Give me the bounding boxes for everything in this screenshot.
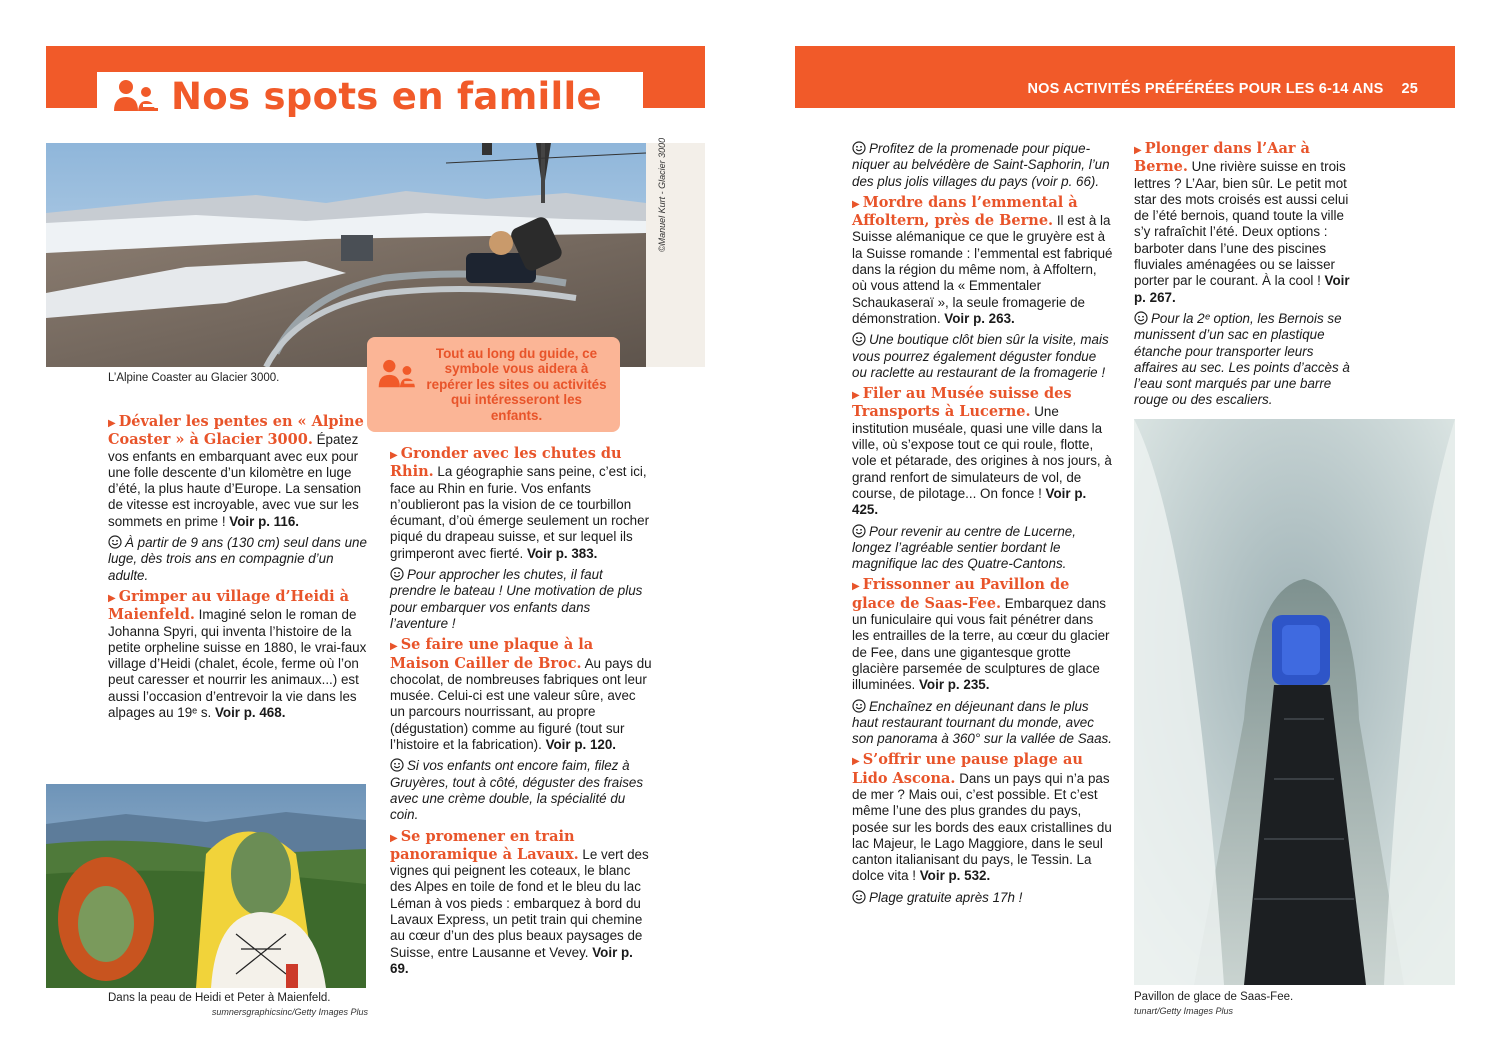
triangle-bullet-icon: ▶ — [852, 390, 860, 402]
running-header — [1027, 81, 1418, 97]
kids-tip: Pour revenir au centre de Lucerne, longez l’agréable sentier bordant le magnifique lac des Quatre-Cantons. — [852, 523, 1076, 572]
smiley-icon — [852, 890, 866, 904]
heidi-caption — [108, 991, 368, 1019]
entry-ice-pavilion — [852, 577, 1114, 693]
triangle-bullet-icon: ▶ — [852, 756, 860, 768]
page-reference: Voir p. 120. — [545, 737, 617, 753]
column-3 — [852, 141, 1114, 911]
kids-tip: Pour approcher les chutes, il faut prendre le bateau ! Une motivation de plus pour embarquer vos enfants dans l’aventure ! — [390, 567, 643, 631]
coaster-caption — [108, 371, 279, 385]
page-reference: Voir p. 116. — [229, 513, 300, 529]
page-reference: Voir p. 532. — [919, 868, 991, 884]
page-reference: Voir p. 425. — [852, 485, 1087, 518]
kids-tip: Profitez de la promenade pour pique-niquer au belvédère de Saint-Saphorin, l’un des plus jolis villages du pays (voir p. 66). — [852, 141, 1110, 189]
entry-heading: ▶ Se faire une plaque à la Maison Cailler de Broc. — [390, 636, 594, 672]
smiley-icon — [1134, 311, 1148, 325]
page-reference: Voir p. 235. — [918, 677, 990, 693]
kids-tip: Si vos enfants ont encore faim, filez à Gruyères, tout à côté, déguster des fraises avec une crème double, la spécialité du coin. — [390, 758, 644, 823]
heidi-caption-text: Dans la peau de Heidi et Peter à Maienfeld. — [108, 992, 331, 1004]
entry-maison-cailler — [390, 637, 652, 753]
triangle-bullet-icon: ▶ — [852, 198, 860, 210]
kids-tip: À partir de 9 ans (130 cm) seul dans une luge, dès trois ans en compagnie d’un adulte. — [108, 535, 367, 583]
heidi-photo — [46, 784, 366, 988]
right-header-band — [795, 46, 1455, 108]
kids-tip: Pour la 2ᵉ option, les Bernois se munissent d’un sac en plastique étanche pour transporter leurs affaires au sec. Les points d’accès à l’eau sont marqués par une barre rouge ou des escaliers. — [1134, 310, 1350, 408]
page-reference: Voir p. 468. — [214, 705, 286, 721]
smiley-icon — [852, 141, 866, 155]
entry-body: Il est à la Suisse alémanique ce que le gruyère est à la Suisse romande : l’emmental est fabriqué dans la région du même nom, à Affoltern, où vous attend la « Emmentaler Schaukaseraï », la seule fromagerie de démonstration. — [852, 213, 1113, 326]
smiley-icon — [390, 758, 404, 772]
heidi-photo-credit: sumnersgraphicsinc/Getty Images Plus — [211, 1007, 368, 1017]
entry-body: La géographie sans peine, c’est ici, face au Rhin en furie. Vos enfants n’oublieront pas la vision de ce tourbillon écumant, d’où émerge seulement un rocher piqué du drapeau suisse, et sur lequel ils grimperont avec fierté. — [390, 464, 650, 561]
ice-caption — [1134, 990, 1293, 1018]
entry-heading: ▶ Gronder avec les chutes du Rhin. — [390, 445, 622, 481]
entry-body: Au pays du chocolat, de nombreuses fabriques ont leur musée. Celui-ci est une valeur sûre, avec un parcours nourrissant, au propre (dégustation) comme au figuré (tout sur l’histoire et la fabrication). — [390, 655, 652, 753]
entry-heading: ▶ Dévaler les pentes en « Alpine Coaster » à Glacier 3000. — [108, 413, 364, 449]
entry-heading: ▶ Plonger dans l’Aar à Berne. — [1134, 140, 1310, 176]
column-2 — [390, 446, 652, 982]
triangle-bullet-icon: ▶ — [108, 592, 116, 604]
triangle-bullet-icon: ▶ — [390, 641, 398, 653]
entry-heading: ▶ Frissonner au Pavillon de glace de Saas-Fee. — [852, 576, 1070, 612]
entry-alpine-coaster — [108, 414, 368, 530]
entry-body: Imaginé selon le roman de Johanna Spyri, qui inventa l’histoire de la petite orpheline suisse en 1880, le vrai-faux village d’Heidi (chalet, école, ferme où l’on peut caresser et nourrir les animaux...) est aussi l’occasion d’entrevoir la vie dans les alpages au 19ᵉ s. — [108, 607, 367, 721]
triangle-bullet-icon: ▶ — [1134, 145, 1142, 156]
page-number: 25 — [1401, 81, 1418, 97]
column-4 — [1134, 141, 1354, 414]
page-title: Nos spots en famille — [171, 74, 602, 118]
family-icon — [113, 79, 161, 113]
triangle-bullet-icon: ▶ — [390, 832, 398, 844]
smiley-icon — [852, 699, 866, 713]
page-reference: Voir p. 69. — [390, 944, 633, 976]
smiley-icon — [852, 524, 866, 538]
kids-tip: Enchaînez en déjeunant dans le plus haut restaurant tournant du monde, avec son panorama à 360° sur la vallée de Saas. — [852, 698, 1112, 747]
ice-pavilion-photo — [1134, 419, 1455, 985]
entry-heading: ▶ Filer au Musée suisse des Transports à Lucerne. — [852, 385, 1072, 421]
coaster-caption-text: L’Alpine Coaster au Glacier 3000. — [108, 372, 280, 384]
smiley-icon — [852, 332, 866, 346]
triangle-bullet-icon: ▶ — [108, 418, 116, 429]
kids-tip: Une boutique clôt bien sûr la visite, mais vous pourrez également déguster fondue ou raclette au restaurant de la fromagerie ! — [852, 332, 1109, 380]
kids-tip: Plage gratuite après 17h ! — [852, 890, 1114, 906]
entry-heading: ▶ S’offrir une pause plage au Lido Ascona. — [852, 751, 1083, 787]
coaster-photo-credit: ©Manuel Kurt - Glacier 3000 — [657, 137, 667, 252]
column-1 — [108, 414, 368, 726]
entry-heading: ▶ Grimper au village d’Heidi à Maienfeld. — [108, 587, 350, 624]
entry-heading: ▶ Mordre dans l’emmental à Affoltern, près de Berne. — [852, 193, 1078, 230]
entry-emmental — [852, 195, 1114, 327]
entry-heidi-village — [108, 589, 368, 721]
entry-body: Une rivière suisse en trois lettres ? L’Aar, bien sûr. Le petit mot star des mots croisés est aussi celui de l’été bernois, quand toute la ville s’y rafraîchit l’été. Deux options : barboter dans l’une des piscines fluviales aménagées ou se laisser porter par le courant. À la cool ! — [1134, 159, 1349, 289]
entry-lavaux-train — [390, 829, 652, 978]
ice-caption-text: Pavillon de glace de Saas-Fee. — [1134, 991, 1294, 1003]
family-symbol-callout — [367, 337, 620, 432]
page-reference: Voir p. 267. — [1134, 273, 1350, 305]
entry-aar-berne — [1134, 141, 1354, 306]
entry-rhine-falls — [390, 446, 652, 562]
entry-body: Épatez vos enfants en embarquant avec eux pour une folle descente d’un kilomètre en luge d’été, la plus haute d’Europe. La sensation de vitesse est incroyable, avec vue sur les sommets en prime ! — [108, 432, 362, 529]
family-icon — [377, 359, 421, 389]
smiley-icon — [108, 535, 122, 549]
entry-heading: ▶ Se promener en train panoramique à Lavaux. — [390, 827, 579, 863]
entry-transport-museum — [852, 386, 1114, 518]
entry-body: Embarquez dans un funiculaire qui vous fait pénétrer dans les entrailles de la terre, au cœur du glacier de Fee, dans une gigantesque grotte glacière parsemée de sculptures de glace illuminées. — [852, 595, 1110, 693]
page-reference: Voir p. 263. — [944, 310, 1015, 326]
callout-text: Tout au long du guide, ce symbole vous aidera à repérer les sites ou activités qui intéresseront les enfants. — [426, 345, 607, 423]
page-reference: Voir p. 383. — [526, 545, 598, 561]
smiley-icon — [390, 567, 404, 581]
page-title-box — [97, 72, 643, 120]
section-title: NOS ACTIVITÉS PRÉFÉRÉES POUR LES 6-14 ANS — [1027, 81, 1384, 97]
entry-body: Une institution muséale, quasi une ville dans la ville, où s’expose tout ce qui roule, flotte, vole et pétarade, des origines à nos jours, à grand renfort de simulateurs de vol, de course, de pilotage... On fonce ! — [852, 404, 1112, 501]
triangle-bullet-icon: ▶ — [852, 581, 860, 593]
triangle-bullet-icon: ▶ — [390, 450, 398, 461]
alpine-coaster-photo — [46, 143, 705, 367]
entry-body: Le vert des vignes qui peignent les coteaux, le blanc des Alpes en toile de fond et le bleu du lac Léman à vos pieds : embarquez à bord du Lavaux Express, un petit train qui chemine au cœur d’un des plus beaux paysages de Suisse, entre Lausanne et Vevey. — [390, 846, 649, 960]
ice-photo-credit: tunart/Getty Images Plus — [1134, 1006, 1234, 1016]
entry-body: Dans un pays qui n’a pas de mer ? Mais oui, c’est possible. Et c’est même l’une des plus grandes du pays, posée sur les bords des eaux cristallines du lac Majeur, le Lago Maggiore, dans le seul canton italianisant du pays, le Tessin. La dolce vita ! — [852, 770, 1112, 884]
entry-lido-ascona — [852, 752, 1114, 884]
